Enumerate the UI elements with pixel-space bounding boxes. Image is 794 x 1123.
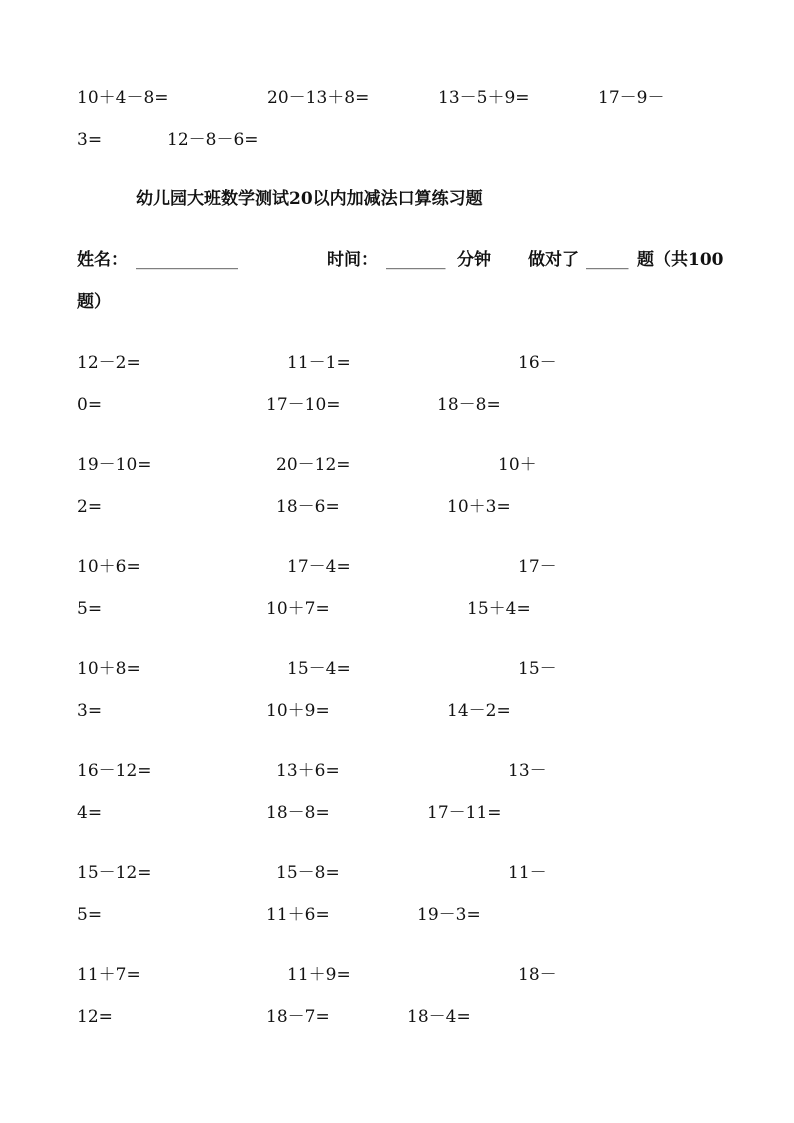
problem-top-6: 12－8－6= [167, 130, 259, 150]
problem: 19－3= [417, 905, 481, 925]
problem: 14－2= [447, 701, 511, 721]
problem: 16－ [518, 353, 557, 373]
problem: 11＋7= [77, 965, 141, 985]
problem: 15－4= [287, 659, 351, 679]
problem-top-5: 3= [77, 130, 103, 150]
problem: 11＋9= [287, 965, 351, 985]
name-label: 姓名： [77, 250, 128, 270]
problem: 15－8= [276, 863, 340, 883]
correct-blank: _____ [586, 250, 629, 270]
correct-suffix-wrap: 题） [77, 292, 111, 312]
problem: 18－ [518, 965, 557, 985]
time-unit: 分钟 [457, 250, 491, 270]
problem: 13＋6= [276, 761, 340, 781]
problem: 11－ [508, 863, 547, 883]
problem-top-2: 20－13＋8= [267, 88, 370, 108]
problem-top-3: 13－5＋9= [438, 88, 530, 108]
problem: 18－6= [276, 497, 340, 517]
problem: 10＋9= [266, 701, 330, 721]
time-blank: _______ [386, 250, 446, 270]
problem: 11－1= [287, 353, 351, 373]
problem: 18－8= [437, 395, 501, 415]
time-label: 时间： [327, 250, 378, 270]
problem: 15－ [518, 659, 557, 679]
problem: 17－4= [287, 557, 351, 577]
problem: 12= [77, 1007, 113, 1027]
problem: 11＋6= [266, 905, 330, 925]
problem: 15＋4= [467, 599, 531, 619]
problem: 10＋3= [447, 497, 511, 517]
problem: 13－ [508, 761, 547, 781]
problem: 10＋6= [77, 557, 141, 577]
problem: 4= [77, 803, 103, 823]
problem-top-1: 10＋4－8= [77, 88, 169, 108]
problem: 0= [77, 395, 103, 415]
problem: 18－8= [266, 803, 330, 823]
problem: 5= [77, 905, 103, 925]
problem: 5= [77, 599, 103, 619]
problem: 12－2= [77, 353, 141, 373]
correct-suffix: 题（共100 [637, 250, 724, 270]
problem: 18－4= [407, 1007, 471, 1027]
problem: 2= [77, 497, 103, 517]
problem: 19－10= [77, 455, 152, 475]
name-blank: ____________ [136, 250, 238, 270]
problem: 17－10= [266, 395, 341, 415]
problem: 17－ [518, 557, 557, 577]
problem-top-4: 17－9－ [598, 88, 665, 108]
correct-label: 做对了 [528, 250, 579, 270]
problem: 18－7= [266, 1007, 330, 1027]
problem: 10＋8= [77, 659, 141, 679]
problem: 16－12= [77, 761, 152, 781]
problem: 10＋ [498, 455, 537, 475]
page-title: 幼儿园大班数学测试20以内加减法口算练习题 [136, 189, 483, 209]
problem: 3= [77, 701, 103, 721]
problem: 20－12= [276, 455, 351, 475]
problem: 17－11= [427, 803, 502, 823]
problem: 10＋7= [266, 599, 330, 619]
problem: 15－12= [77, 863, 152, 883]
